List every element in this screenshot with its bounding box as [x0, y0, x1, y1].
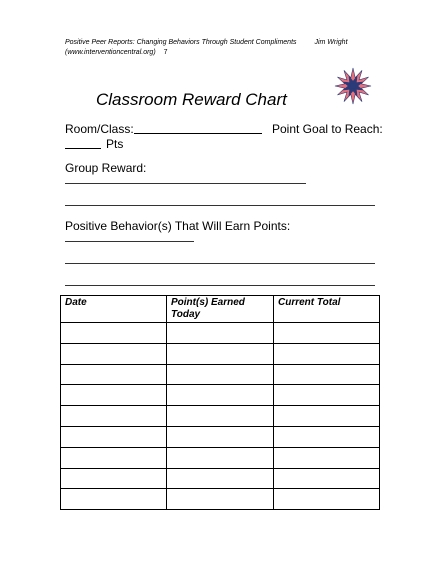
star-burst-icon — [334, 67, 372, 105]
table-cell[interactable] — [274, 323, 380, 344]
point-goal-line[interactable] — [65, 148, 101, 149]
table-cell[interactable] — [167, 323, 274, 344]
behaviors-line-2[interactable] — [65, 263, 375, 264]
table-cell[interactable] — [61, 406, 167, 427]
table-header-row — [61, 296, 380, 323]
table-cell[interactable] — [167, 385, 274, 406]
table-cell[interactable] — [61, 468, 167, 489]
table-cell[interactable] — [274, 385, 380, 406]
table-cell[interactable] — [167, 447, 274, 468]
table-cell[interactable] — [274, 343, 380, 364]
point-goal-label: Point Goal to Reach: — [272, 122, 383, 136]
table-row — [61, 323, 380, 344]
table-row — [61, 447, 380, 468]
behaviors-line-1[interactable] — [65, 241, 194, 242]
table-row — [61, 489, 380, 510]
table-cell[interactable] — [167, 406, 274, 427]
header-website: (www.interventioncentral.org) — [65, 49, 156, 56]
table-cell[interactable] — [167, 426, 274, 447]
table-row — [61, 406, 380, 427]
header-author: Jim Wright — [314, 39, 348, 46]
table-cell[interactable] — [274, 364, 380, 385]
table-cell[interactable] — [61, 426, 167, 447]
table-cell[interactable] — [61, 447, 167, 468]
behaviors-line-3[interactable] — [65, 285, 375, 286]
column-current-total: Current Total — [274, 296, 380, 323]
table-cell[interactable] — [61, 343, 167, 364]
column-date: Date — [61, 296, 167, 323]
group-reward-line-2[interactable] — [65, 205, 375, 206]
header-title: Positive Peer Reports: Changing Behaviors Through Student Compliments — [65, 39, 297, 46]
table-cell[interactable] — [167, 343, 274, 364]
table-cell[interactable] — [274, 447, 380, 468]
table-row — [61, 426, 380, 447]
table-cell[interactable] — [61, 323, 167, 344]
table-row — [61, 385, 380, 406]
table-row — [61, 468, 380, 489]
positive-behaviors-label: Positive Behavior(s) That Will Earn Points: — [65, 219, 291, 233]
page-number: 7 — [163, 49, 168, 56]
table-cell[interactable] — [61, 489, 167, 510]
group-reward-line-1[interactable] — [65, 183, 306, 184]
reward-table — [60, 295, 380, 510]
table-cell[interactable] — [167, 489, 274, 510]
table-cell[interactable] — [274, 406, 380, 427]
table-cell[interactable] — [61, 385, 167, 406]
room-class-label: Room/Class: — [65, 122, 134, 136]
table-cell[interactable] — [167, 364, 274, 385]
table-cell[interactable] — [61, 364, 167, 385]
column-points-earned: Point(s) Earned Today — [167, 296, 274, 323]
page-header — [65, 39, 348, 46]
room-class-line[interactable] — [134, 133, 262, 134]
table-cell[interactable] — [274, 426, 380, 447]
page-header-website — [65, 49, 168, 56]
group-reward-label: Group Reward: — [65, 161, 147, 175]
table-row — [61, 364, 380, 385]
table-cell[interactable] — [274, 468, 380, 489]
pts-label: Pts — [106, 137, 124, 151]
table-cell[interactable] — [167, 468, 274, 489]
table-row — [61, 343, 380, 364]
page-title: Classroom Reward Chart — [96, 90, 287, 109]
table-cell[interactable] — [274, 489, 380, 510]
